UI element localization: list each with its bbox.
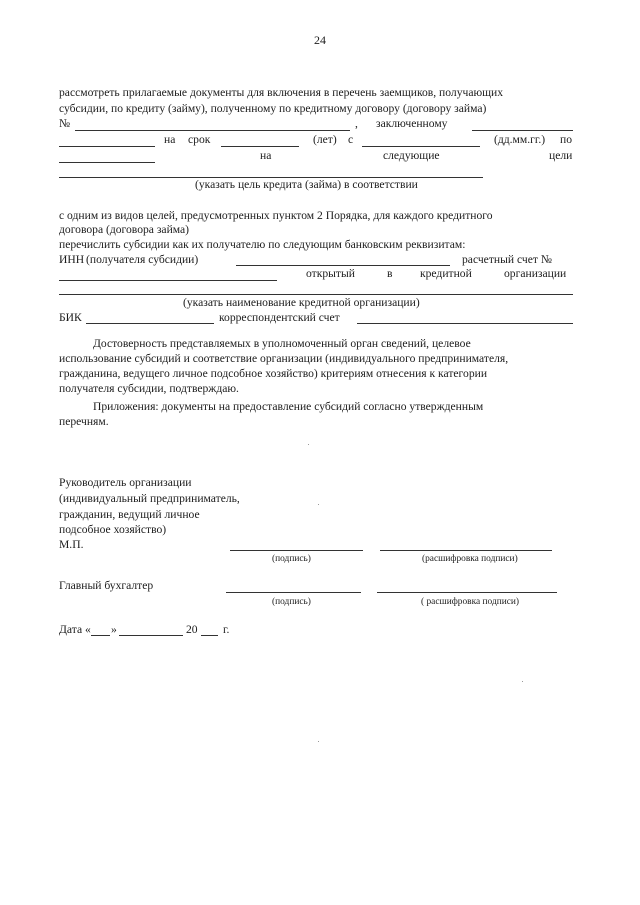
accountant-decode-line[interactable] <box>377 592 557 593</box>
chief-accountant-label: Главный бухгалтер <box>59 579 154 592</box>
in-label: в <box>387 267 393 280</box>
day-line[interactable] <box>91 635 110 636</box>
head-signature-line[interactable] <box>230 550 363 551</box>
goals-label: цели <box>549 149 573 162</box>
head-decode-hint: (расшифровка подписи) <box>422 554 518 564</box>
to-date-line[interactable] <box>59 162 155 163</box>
head-title-line1: Руководитель организации <box>59 476 192 489</box>
para2-line2: договора (договора займа) <box>59 223 190 236</box>
para2-line1: с одним из видов целей, предусмотренных пунктом 2 Порядка, для каждого кредитного <box>59 209 493 222</box>
concluded-date-line[interactable] <box>472 130 573 131</box>
comma: , <box>355 117 358 130</box>
inn-line[interactable] <box>236 265 450 266</box>
years-label: (лет) <box>313 133 337 146</box>
year-prefix: 20 <box>186 623 198 636</box>
bank-hint: (указать наименование кредитной организации) <box>183 296 420 309</box>
account-line[interactable] <box>59 280 277 281</box>
head-title-line2: (индивидуальный предприниматель, <box>59 492 240 505</box>
following-label: следующие <box>383 149 440 162</box>
head-title-line3: гражданин, ведущий личное <box>59 508 200 521</box>
head-signature-hint: (подпись) <box>272 554 311 564</box>
para1-line1: рассмотреть прилагаемые документы для включения в перечень заемщиков, получающих <box>59 86 504 99</box>
year-suffix: г. <box>223 623 230 636</box>
bik-label: БИК <box>59 311 82 324</box>
opened-label: открытый <box>306 267 355 280</box>
bank-name-line[interactable] <box>59 294 573 295</box>
account-label: расчетный счет № <box>462 253 552 266</box>
date-label: Дата « <box>59 623 91 636</box>
corr-account-line[interactable] <box>357 323 573 324</box>
accountant-signature-hint: (подпись) <box>272 597 311 607</box>
stamp-label: М.П. <box>59 538 84 551</box>
accountant-decode-hint: ( расшифровка подписи) <box>421 597 520 607</box>
date-format-label: (дд.мм.гг.) <box>494 133 546 146</box>
concluded-label: заключенному <box>376 117 448 130</box>
head-decode-line[interactable] <box>380 550 552 551</box>
term-line[interactable] <box>221 146 299 147</box>
para4-line2: перечням. <box>59 415 109 428</box>
inn-recipient-label: (получателя субсидии) <box>86 253 199 266</box>
corr-account-label: корреспондентский счет <box>219 311 340 324</box>
term-label: срок <box>188 133 211 146</box>
credit-label: кредитной <box>420 267 472 280</box>
year-line[interactable] <box>201 635 218 636</box>
para2-line3: перечислить субсидии как их получателю по следующим банковским реквизитам: <box>59 238 466 251</box>
para3-line2: использование субсидий и соответствие организации (индивидуального предпринимателя, <box>59 352 509 365</box>
amount-line[interactable] <box>59 146 155 147</box>
accountant-signature-line[interactable] <box>226 592 361 593</box>
para3-line1: Достоверность представляемых в уполномоченный орган сведений, целевое <box>93 337 471 350</box>
goal-hint: (указать цель кредита (займа) в соответствии <box>195 178 418 191</box>
month-line[interactable] <box>119 635 183 636</box>
page-number: 24 <box>314 33 326 47</box>
para3-line4: получателя субсидии, подтверждаю. <box>59 382 239 395</box>
contract-number-label: № <box>59 117 71 130</box>
inn-label: ИНН <box>59 253 85 266</box>
para3-line3: гражданина, ведущего личное подсобное хозяйство) критериям отнесения к категории <box>59 367 488 380</box>
na-label: на <box>260 149 272 162</box>
head-title-line4: подсобное хозяйство) <box>59 523 167 536</box>
organization-label: организации <box>504 267 567 280</box>
from-label: с <box>348 133 354 146</box>
para1-line2: субсидии, по кредиту (займу), полученному по кредитному договору (договору займа) <box>59 102 487 115</box>
on-label: на <box>164 133 176 146</box>
from-date-line[interactable] <box>362 146 480 147</box>
para4-line1: Приложения: документы на предоставление субсидий согласно утвержденным <box>93 400 484 413</box>
to-label: по <box>560 133 573 146</box>
bik-line[interactable] <box>86 323 214 324</box>
contract-number-line[interactable] <box>75 130 350 131</box>
date-close-quote: » <box>111 623 117 636</box>
